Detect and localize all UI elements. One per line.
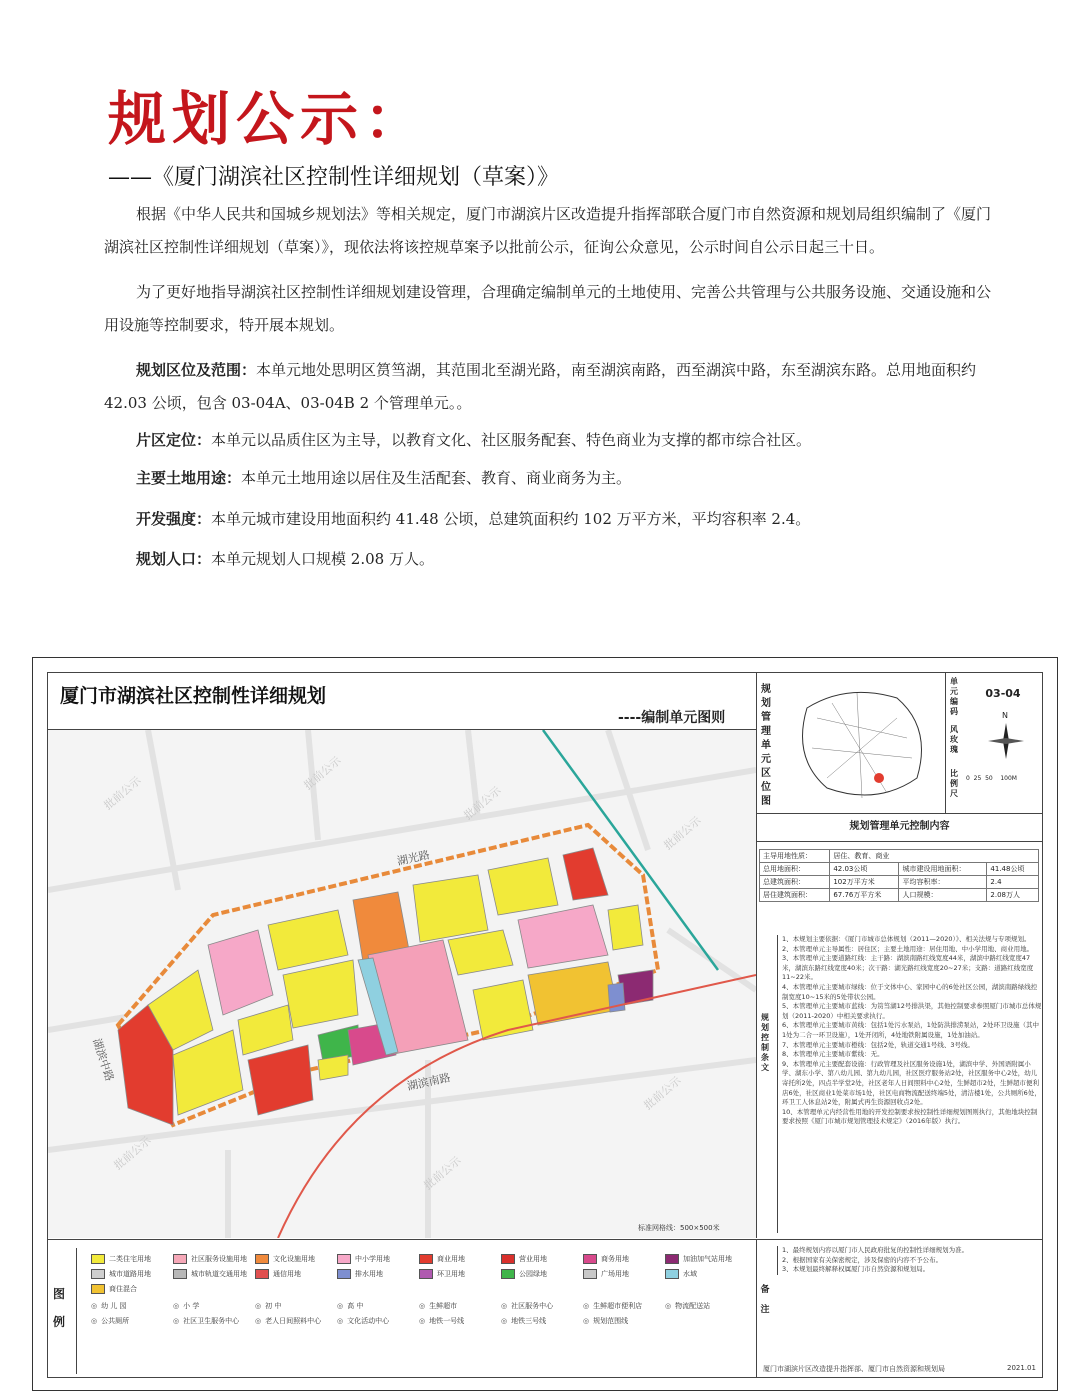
wind-rose-icon (986, 721, 1026, 761)
legend-text: 社区服务设施用地 (191, 1255, 247, 1263)
table-cell: 人口规模： (899, 889, 987, 902)
legend-symbol-item (501, 1301, 553, 1311)
legend-symbol-item (501, 1316, 546, 1326)
legend-symbol-item (91, 1301, 127, 1311)
legend-symbol-icon: ◎ (91, 1302, 98, 1310)
legend-item (665, 1269, 697, 1279)
item-landuse (136, 462, 996, 495)
legend-text: 加油加气站用地 (683, 1255, 732, 1263)
legend-swatch (337, 1269, 351, 1279)
legend-text: 排水用地 (355, 1270, 383, 1278)
legend-symbol-icon: ◎ (665, 1302, 672, 1310)
item-intensity-label: 开发强度： (136, 510, 212, 528)
legend-label: 图例 (52, 1287, 65, 1329)
legend-item (91, 1284, 137, 1294)
control-notes (777, 935, 1042, 1233)
legend-symbol-item (255, 1316, 321, 1326)
legend-symbol-icon: ◎ (583, 1317, 590, 1325)
map-title-band (48, 673, 757, 730)
grid-note: 标准网格线：500×500米 (638, 1224, 720, 1232)
control-table (759, 849, 1039, 902)
watermark: 批前公示 (421, 1154, 464, 1193)
legend-text: 城市轨道交通用地 (191, 1270, 247, 1278)
legend-text: 商业用地 (437, 1255, 465, 1263)
legend-symbol-item (173, 1301, 199, 1311)
watermark: 批前公示 (301, 754, 344, 793)
item-intensity-text: 本单元城市建设用地面积约 41.48 公顷，总建筑面积约 102 万平方米，平均容积率 2.4。 (211, 510, 811, 528)
scale-bar: 0 25 50 100M (966, 775, 1017, 782)
item-population-label: 规划人口： (136, 550, 212, 568)
legend-symbol-item (583, 1301, 642, 1311)
locator-label: 规划管理单元区位图 (761, 684, 771, 807)
legend-symbol-item (337, 1301, 363, 1311)
item-population-text: 本单元规划人口规模 2.08 万人。 (211, 550, 434, 568)
legend-item (419, 1269, 465, 1279)
legend-swatch (665, 1254, 679, 1264)
legend-symbol-icon: ◎ (173, 1302, 180, 1310)
intro-paragraph-1: 根据《中华人民共和国城乡规划法》等相关规定，厦门市湖滨片区改造提升指挥部联合厦门市自然资源和规划局组织编制了《厦门湖滨社区控制性详细规划（草案）》，现依法将该控规草案予以批前公示，征询公众意见，公示时间自公示日起三十日。 (104, 205, 992, 256)
legend-swatch (255, 1254, 269, 1264)
table-cell: 居住建筑面积： (760, 889, 830, 902)
legend-swatch (583, 1254, 597, 1264)
table-cell: 41.48公顷 (987, 863, 1039, 876)
legend-symbol-icon: ◎ (255, 1302, 262, 1310)
legend-swatch (501, 1269, 515, 1279)
remark-item: 1、最终规划内容以厦门市人民政府批复的控制性详细规划为准。 (782, 1246, 969, 1254)
unit-code-label: 单元编码 (950, 677, 958, 716)
legend-text: 商住混合 (109, 1285, 137, 1293)
item-location-text: 本单元地处思明区筼筜湖，其范围北至湖光路，南至湖滨南路，西至湖滨中路，东至湖滨东路。总用地面积约 42.03 公顷，包含 03-04A、03-04B 2 个管理单元。。 (104, 361, 977, 412)
legend-symbol-icon: ◎ (91, 1317, 98, 1325)
table-cell: 平均容积率： (899, 876, 987, 889)
legend-item (419, 1254, 465, 1264)
note-item: 3、本管理单元主要道路红线：主干路：湖滨南路红线宽度44米，湖滨中路红线宽度47米，湖滨东路红线宽度40米；次干路：湖光路红线宽度20~27米；支路：道路红线宽度11~22米。 (782, 954, 1034, 982)
table-row (760, 889, 1039, 902)
legend-symbol-icon: ◎ (419, 1317, 426, 1325)
north-label: N (1002, 711, 1008, 720)
legend-swatch (419, 1254, 433, 1264)
item-positioning-label: 片区定位： (136, 431, 212, 449)
locator-map (787, 678, 937, 808)
legend-symbol-icon: ◎ (583, 1302, 590, 1310)
legend-item (255, 1254, 315, 1264)
legend-text: 商务用地 (601, 1255, 629, 1263)
legend-swatch (337, 1254, 351, 1264)
item-intensity (136, 503, 996, 536)
legend-swatch (91, 1254, 105, 1264)
map-subtitle: ----编制单元图则 (618, 710, 726, 726)
land-use-map (48, 730, 757, 1238)
watermark: 批前公示 (461, 784, 504, 823)
control-title: 规划管理单元控制内容 (757, 813, 1042, 842)
legend-symbol-icon: ◎ (255, 1317, 262, 1325)
note-item: 1、本规划主要依据：《厦门市城市总体规划（2011—2020）》、相关法规与专项规划。 (782, 935, 1031, 943)
locator-header (757, 673, 1042, 814)
legend-item (501, 1269, 547, 1279)
legend-item (91, 1254, 151, 1264)
legend-text: 二类住宅用地 (109, 1255, 151, 1263)
legend-swatch (91, 1269, 105, 1279)
item-location (104, 354, 994, 420)
legend-text: 文化活动中心 (347, 1317, 390, 1325)
page-heading: 规划公示： (108, 85, 429, 153)
table-row (760, 876, 1039, 889)
table-cell: 2.4 (987, 876, 1039, 889)
table-row (760, 863, 1039, 876)
remarks-label: 备注 (760, 1285, 770, 1315)
legend-symbol-icon: ◎ (173, 1317, 180, 1325)
legend-symbol-item (91, 1316, 129, 1326)
remark-item: 3、本规划最终解释权属厦门市自然资源和规划局。 (782, 1265, 930, 1274)
notes-label: 规划控制条文 (761, 1013, 769, 1072)
legend-item (583, 1254, 629, 1264)
legend-symbol-item (173, 1316, 239, 1326)
watermark: 批前公示 (661, 814, 704, 853)
footer-date: 2021.01 (1007, 1364, 1036, 1372)
legend-item (337, 1254, 390, 1264)
table-cell: 主导用地性质： (760, 850, 830, 863)
note-item: 4、本管理单元主要城市绿线：位于文体中心、家园中心的6处社区公园，湖滨南路绿线控制宽度10~15米的5处带状公园。 (782, 982, 1038, 1001)
legend-item (337, 1269, 383, 1279)
table-cell: 总建筑面积： (760, 876, 830, 889)
legend-text: 幼 儿 园 (101, 1302, 127, 1310)
watermark: 批前公示 (111, 1134, 154, 1173)
legend-text: 生鲜超市 (429, 1302, 458, 1310)
road-label-hubin-mid: 湖滨中路 (90, 1036, 117, 1083)
legend-swatch (173, 1254, 187, 1264)
table-cell: 102万平方米 (830, 876, 899, 889)
table-cell: 城市建设用地面积： (899, 863, 987, 876)
block-residential-c1 (413, 875, 488, 942)
legend-swatch (255, 1269, 269, 1279)
legend-text: 小 学 (183, 1302, 200, 1310)
legend-item (255, 1269, 301, 1279)
legend-text: 营业用地 (519, 1255, 547, 1263)
legend-symbol-item (665, 1301, 710, 1311)
legend-item (173, 1269, 247, 1279)
legend-text: 地铁一号线 (429, 1317, 465, 1325)
remarks-list (777, 1246, 1042, 1275)
legend-symbol-icon: ◎ (501, 1302, 508, 1310)
legend-text: 物流配送站 (675, 1302, 711, 1310)
table-row (760, 850, 1039, 863)
planning-map-board (32, 657, 1058, 1391)
note-item: 6、本管理单元主要城市黄线：包括1处污水泵站，1处防洪排涝泵站，2处环卫设施（其中1处为二合一环卫设施），1处开闭所，4处地铁附属设施，1处加油站。 (782, 1021, 1040, 1039)
map-title: 厦门市湖滨社区控制性详细规划 (60, 685, 327, 707)
legend-grid (76, 1248, 747, 1374)
legend-swatch (665, 1269, 679, 1279)
note-item: 7、本管理单元主要城市橙线：包括2处，轨道交通1号线、3号线。 (782, 1040, 975, 1049)
legend-symbol-icon: ◎ (501, 1317, 508, 1325)
note-item: 8、本管理单元主要城市紫线：无。 (782, 1050, 884, 1059)
scale-label: 比例尺 (950, 769, 958, 798)
legend-symbol-icon: ◎ (337, 1302, 344, 1310)
legend-text: 环卫用地 (437, 1270, 465, 1278)
remarks-area (757, 1239, 1042, 1378)
legend-symbol-item (337, 1316, 389, 1326)
item-landuse-label: 主要土地用途： (136, 469, 242, 487)
watermark: 批前公示 (641, 1074, 684, 1113)
footer-org: 厦门市湖滨片区改造提升指挥部、厦门市自然资源和规划局 (763, 1365, 945, 1373)
legend-text: 老人日间照料中心 (265, 1317, 322, 1325)
legend-symbol-item (255, 1301, 281, 1311)
watermark: 批前公示 (101, 774, 144, 813)
legend-text: 水域 (683, 1270, 697, 1278)
item-population (136, 543, 996, 576)
item-positioning (136, 424, 996, 457)
legend-item (173, 1254, 247, 1264)
table-cell: 总用地面积： (760, 863, 830, 876)
legend-item (501, 1254, 547, 1264)
legend-text: 生鲜超市便利店 (593, 1302, 643, 1310)
legend-text: 社区卫生服务中心 (183, 1317, 240, 1325)
locator-marker (874, 773, 884, 783)
item-location-label: 规划区位及范围： (136, 361, 257, 379)
legend-text: 初 中 (265, 1302, 282, 1310)
legend-text: 广场用地 (601, 1270, 629, 1278)
table-cell: 2.08万人 (987, 889, 1039, 902)
remark-item: 2、根据国家有关保密规定，涉及保密的内容不予公布。 (782, 1255, 943, 1264)
table-cell: 42.03公顷 (830, 863, 899, 876)
legend-symbol-item (419, 1316, 464, 1326)
legend-symbol-item (583, 1316, 628, 1326)
legend-text: 公共厕所 (101, 1317, 130, 1325)
legend-text: 社区服务中心 (511, 1302, 554, 1310)
legend-swatch (583, 1269, 597, 1279)
unit-code: 03-04 (985, 687, 1021, 700)
legend-text: 中小学用地 (355, 1255, 390, 1263)
road-label-huguang: 湖光路 (395, 848, 431, 868)
land-use-map-svg (48, 730, 756, 1238)
intro-paragraph-2: 为了更好地指导湖滨社区控制性详细规划建设管理，合理确定编制单元的土地使用、完善公共管理与公共服务设施、交通设施和公用设施等控制要求，特开展本规划。 (104, 283, 992, 334)
legend-symbol-icon: ◎ (419, 1302, 426, 1310)
legend-text: 通信用地 (273, 1270, 301, 1278)
note-item: 2、本管理单元主导属性：居住区；主要土地用途：居住用地、中小学用地、商业用地。 (782, 944, 1034, 953)
legend-item (91, 1269, 151, 1279)
right-panel (757, 673, 1042, 1238)
legend-text: 地铁三号线 (511, 1317, 547, 1325)
unit-box (945, 673, 1043, 813)
road-label-hubin-south: 湖滨南路 (405, 1071, 452, 1093)
legend-swatch (173, 1269, 187, 1279)
legend-swatch (419, 1269, 433, 1279)
table-cell: 居住、教育、商业 (830, 850, 1039, 863)
rose-label: 风玫瑰 (950, 725, 958, 754)
note-item: 5、本管理单元主要城市蓝线：为筼筜湖12号排洪渠，其他控制要求参照厦门市城市总体规划（2011-2020）中相关要求执行。 (782, 1002, 1042, 1020)
legend-swatch (91, 1284, 105, 1294)
legend-text: 城市道路用地 (109, 1270, 151, 1278)
legend-symbol-item (419, 1301, 457, 1311)
item-positioning-text: 本单元以品质住区为主导，以教育文化、社区服务配套、特色商业为支撑的都市综合社区。 (211, 431, 812, 449)
legend-area (48, 1239, 757, 1378)
map-inner-frame (47, 672, 1043, 1378)
legend-item (665, 1254, 732, 1264)
legend-text: 公园绿地 (519, 1270, 547, 1278)
legend-text: 文化设施用地 (273, 1255, 315, 1263)
note-item: 10、本管理单元内经营性用地的开发控制要求按控制性详细规划图则执行，其他地块控制要求按照《厦门市城市规划管理技术规定》（2016年版）执行。 (782, 1107, 1038, 1126)
legend-text: 规划范围线 (593, 1317, 629, 1325)
legend-text: 高 中 (347, 1302, 364, 1310)
note-item: 9、本管理单元主要配套设施：行政管理及社区服务设施1处，湖滨中学、外国语附属小学、湖东小学、第八幼儿园、第九幼儿园，社区医疗服务站2处，社区服务中心2处，幼儿寄托所2处，四点半学堂2处，社区老年人日间照料中心2处，生鲜超市2处，生鲜超市便利店6处，社区商业1处菜市场1处，社区电商物流配送终端5处，清洁楼1处，公共厕所6处，环卫工人休息站2处，附属式再生资源回收点2处。 (782, 1059, 1041, 1107)
item-landuse-text: 本单元土地用途以居住及生活配套、教育、商业商务为主。 (241, 469, 632, 487)
block-green-e (608, 905, 643, 950)
legend-swatch (501, 1254, 515, 1264)
legend-item (583, 1269, 629, 1279)
page-subheading: ——《厦门湖滨社区控制性详细规划（草案）》 (108, 165, 560, 190)
table-cell: 67.76万平方米 (830, 889, 899, 902)
legend-symbol-icon: ◎ (337, 1317, 344, 1325)
